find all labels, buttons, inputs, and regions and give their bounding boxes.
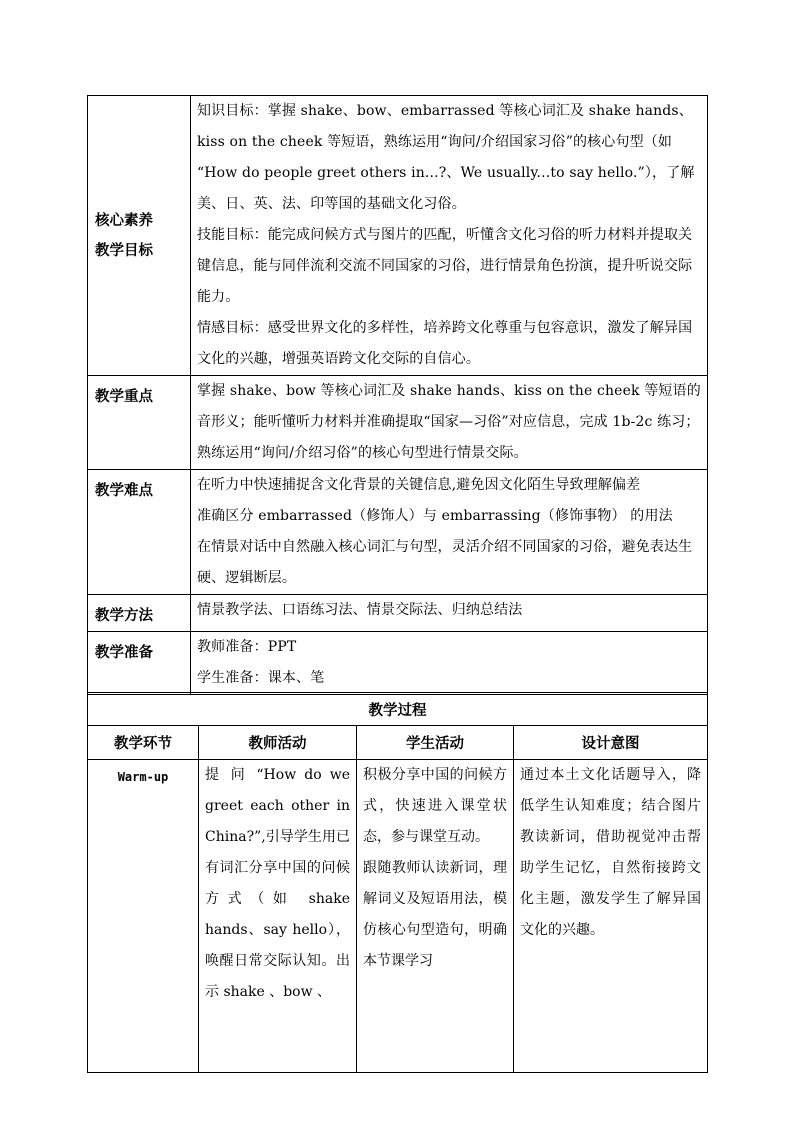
process-title: 教学过程 bbox=[88, 693, 708, 726]
core-objectives-row bbox=[88, 96, 708, 376]
difficulty-3: 在情景对话中自然融入核心词汇与句型，灵活介绍不同国家的习俗，避免表达生硬、逻辑断层。 bbox=[197, 539, 693, 586]
student-activity-1: 积极分享中国的问候方式，快速进入课堂状态，参与课堂互动。 bbox=[363, 767, 507, 845]
process-header-row bbox=[88, 726, 708, 760]
skill-objective: 技能目标：能完成问候方式与图片的匹配，听懂含文化习俗的听力材料并提取关键信息，能与同伴流利交流不同国家的习俗，进行情景角色扮演，提升听说交际能力。 bbox=[197, 227, 693, 305]
difficulties-content bbox=[191, 470, 708, 595]
preparation-label: 教学准备 bbox=[88, 632, 191, 695]
core-objectives-label: 核心素养 教学目标 bbox=[88, 96, 191, 376]
header-stage: 教学环节 bbox=[88, 726, 199, 760]
knowledge-objective: 知识目标：掌握 shake、bow、embarrassed 等核心词汇及 shake hands、kiss on the cheek 等短语，熟练运用“询问/介绍国家习俗”的核心句型（如 “How do people greet others in...?、We usually...to say hello.”），了解美、日、英、法、印等国的基础文化习俗。 bbox=[197, 103, 695, 212]
header-design-intent: 设计意图 bbox=[514, 726, 708, 760]
methods-label: 教学方法 bbox=[88, 595, 191, 632]
student-activity-2: 跟随教师认读新词，理解词义及短语用法，模仿核心句型造句，明确本节课学习 bbox=[363, 860, 507, 969]
header-student-activity: 学生活动 bbox=[357, 726, 514, 760]
methods-row bbox=[88, 595, 708, 632]
methods-content: 情景教学法、口语练习法、情景交际法、归纳总结法 bbox=[191, 595, 708, 632]
difficulty-2: 准确区分 embarrassed（修饰人）与 embarrassing（修饰事物） 的用法 bbox=[197, 508, 673, 524]
preparation-content bbox=[191, 632, 708, 695]
stage-warmup: Warm-up bbox=[88, 760, 199, 1073]
difficulty-1: 在听力中快速捕捉含文化背景的关键信息,避免因文化陌生导致理解偏差 bbox=[197, 477, 641, 493]
design-intent-cell: 通过本土文化话题导入，降低学生认知难度；结合图片教读新词，借助视觉冲击帮助学生记忆，自然衔接跨文化主题，激发学生了解异国文化的兴趣。 bbox=[514, 760, 708, 1073]
key-points-content: 掌握 shake、bow 等核心词汇及 shake hands、kiss on the cheek 等短语的音形义；能听懂听力材料并准确提取“国家—习俗”对应信息，完成 1b-2c 练习；熟练运用“询问/介绍习俗”的核心句型进行情景交际。 bbox=[191, 376, 708, 470]
difficulties-label: 教学难点 bbox=[88, 470, 191, 595]
teaching-process-table bbox=[87, 692, 708, 1073]
teacher-activity-cell: 提 问 “How do we greet each other in China?”,引导学生用已有词汇分享中国的问候方式（如 shake hands、say hello），唤醒日常交际认知。出示 shake 、bow 、 bbox=[199, 760, 357, 1073]
preparation-row bbox=[88, 632, 708, 695]
student-activity-cell bbox=[357, 760, 514, 1073]
teacher-preparation: 教师准备：PPT bbox=[197, 639, 297, 655]
student-preparation: 学生准备：课本、笔 bbox=[197, 670, 325, 686]
lesson-info-table bbox=[87, 95, 708, 695]
warmup-row bbox=[88, 760, 708, 1073]
key-points-row bbox=[88, 376, 708, 470]
emotion-objective: 情感目标：感受世界文化的多样性，培养跨文化尊重与包容意识，激发了解异国文化的兴趣，增强英语跨文化交际的自信心。 bbox=[197, 320, 693, 367]
difficulties-row bbox=[88, 470, 708, 595]
core-objectives-content bbox=[191, 96, 708, 376]
key-points-label: 教学重点 bbox=[88, 376, 191, 470]
header-teacher-activity: 教师活动 bbox=[199, 726, 357, 760]
